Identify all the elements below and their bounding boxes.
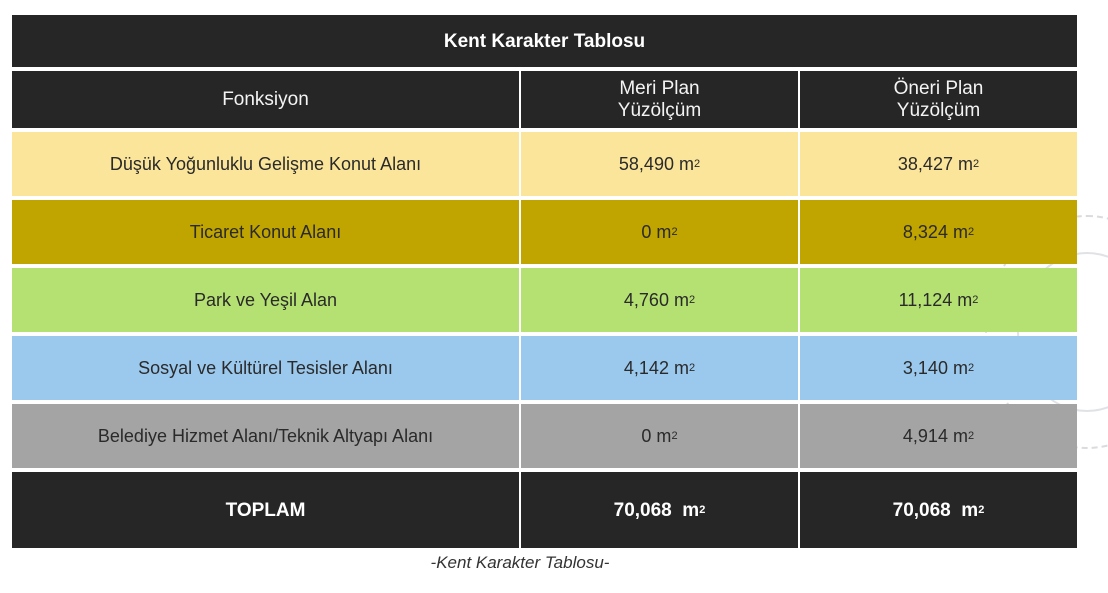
header-oneri-line2: Yüzölçüm — [896, 99, 981, 121]
row-meri-value: 4,142 m 2 — [521, 336, 798, 400]
row-function: Sosyal ve Kültürel Tesisler Alanı — [12, 336, 519, 400]
row-oneri-value: 11,124 m 2 — [800, 268, 1077, 332]
row-function: Düşük Yoğunluklu Gelişme Konut Alanı — [12, 132, 519, 196]
row-oneri-value: 38,427 m 2 — [800, 132, 1077, 196]
row-oneri-value: 4,914 m 2 — [800, 404, 1077, 468]
header-meri-plan — [521, 71, 798, 128]
total-label: TOPLAM — [12, 472, 519, 548]
row-function: Park ve Yeşil Alan — [12, 268, 519, 332]
row-meri-value: 0 m 2 — [521, 200, 798, 264]
header-fonksiyon: Fonksiyon — [12, 71, 519, 128]
header-oneri-plan — [800, 71, 1077, 128]
kent-karakter-table — [12, 15, 1075, 548]
header-meri-line1: Meri Plan — [619, 77, 700, 99]
row-meri-value: 4,760 m 2 — [521, 268, 798, 332]
total-oneri-value: 70,068 m 2 — [800, 472, 1077, 548]
table-caption: -Kent Karakter Tablosu- — [430, 553, 610, 572]
row-oneri-value: 3,140 m 2 — [800, 336, 1077, 400]
row-function: Ticaret Konut Alanı — [12, 200, 519, 264]
row-meri-value: 58,490 m 2 — [521, 132, 798, 196]
header-oneri-line1: Öneri Plan — [893, 77, 984, 99]
header-meri-line2: Yüzölçüm — [617, 99, 702, 121]
row-function: Belediye Hizmet Alanı/Teknik Altyapı Alanı — [12, 404, 519, 468]
table-title: Kent Karakter Tablosu — [12, 15, 1077, 67]
row-meri-value: 0 m 2 — [521, 404, 798, 468]
total-meri-value: 70,068 m 2 — [521, 472, 798, 548]
row-oneri-value: 8,324 m 2 — [800, 200, 1077, 264]
